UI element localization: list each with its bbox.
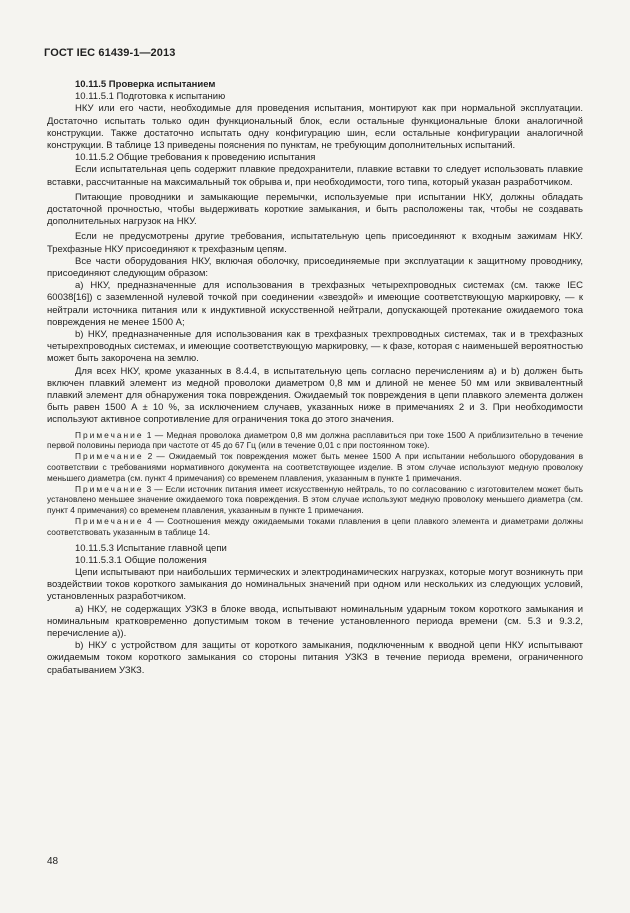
section-heading: 10.11.5 Проверка испытанием: [75, 79, 216, 90]
subsection-heading: 10.11.5.2 Общие требования к проведению испытания: [75, 152, 316, 164]
note-1: [47, 430, 583, 452]
notes-block: [47, 430, 583, 538]
list-item: b) НКУ с устройством для защиты от короткого замыкания, подключенным к вводной цепи НКУ испытывают ожидаемым током короткого замыкания со стороны питания УЗКЗ в течение периода времени, ограниченного срабатыванием УЗКЗ.: [47, 640, 583, 676]
note-label: Примечание: [75, 516, 144, 527]
paragraph: Если испытательная цепь содержит плавкие предохранители, плавкие вставки то следует использовать плавкие вставки, рассчитанные на максимальный ток обрыва и, при необходимости, того типа, который указан разработчиком.: [47, 164, 583, 188]
note-number: 3: [146, 483, 152, 494]
paragraph: Все части оборудования НКУ, включая оболочку, присоединяемые при эксплуатации к защитному проводнику, присоединяют следующим образом:: [47, 255, 583, 280]
paragraph: Если не предусмотрены другие требования, испытательную цепь присоединяют к входным зажимам НКУ. Трехфазные НКУ присоединяют к трехфазным цепям.: [47, 231, 583, 255]
subsection-heading: 10.11.5.3.1 Общие положения: [75, 554, 207, 566]
subsection-heading: 10.11.5.3 Испытание главной цепи: [75, 542, 227, 554]
list-item: b) НКУ, предназначенные для использования как в трехфазных трехпроводных системах, так и в трехфазных четырехпроводных системах, и имеющие соответствующую маркировку, — к фазе, которая с наименьшей вероятностью может быть закорочена на землю.: [47, 329, 583, 365]
paragraph: Цепи испытывают при наибольших термических и электродинамических нагрузках, которые могут возникнуть при воздействии токов короткого замыкания до номинальных значений при одном или нескольких из следующих условий, установленных разработчиком.: [47, 567, 583, 603]
note-label: Примечание: [75, 429, 144, 440]
subsection-heading: 10.11.5.1 Подготовка к испытанию: [75, 91, 226, 103]
list-item: а) НКУ, не содержащих УЗКЗ в блоке ввода, испытывают номинальным ударным током короткого замыкания и номинальным кратковременно допустимым током в течение установленного периода времени (см. 5.3 и 9.3.2, перечисление а)).: [47, 603, 583, 640]
page-number: 48: [47, 856, 59, 867]
note-number: 1: [146, 429, 152, 440]
note-text: — Если источник питания имеет искусственную нейтраль, то по согласованию с изготовителем может быть установлено меньшее значение ожидаемого тока повреждения. В этом случае используют медную проволоку меньшего диаметра (см. пункт 4 примечания) со временем плавления, указанным в пункте 1 примечания.: [47, 483, 584, 516]
note-text: — Медная проволока диаметром 0,8 мм должна расплавиться при токе 1500 А приблизительно в течение первой половины периода при частоте от 45 до 67 Гц (или в течение 0,01 с при постоянном токе).: [47, 429, 583, 451]
note-2: [47, 451, 583, 483]
note-number: 4: [147, 516, 152, 527]
note-text: — Соотношения между ожидаемыми токами плавления в цепи плавкого элемента и диаметрами должны соответствовать указанным в таблице 14.: [47, 516, 584, 537]
note-text: — Ожидаемый ток повреждения может быть менее 1500 А при испытании небольшого оборудования в соответствии с требованиями нормативного документа на соответствующее изделие. В этом случае используют медную проволоку меньшего диаметра (см. пункт 4 примечания) со временем плавления, указанным в пункте 1 примечания.: [47, 451, 584, 483]
note-4: [47, 516, 583, 538]
note-label: Примечание: [75, 451, 144, 462]
paragraph: Питающие проводники и замыкающие перемычки, используемые при испытании НКУ, должны обладать достаточной прочностью, чтобы выдерживать короткие замыкания, и быть расположены так, чтобы не создавать дополнительных нагрузок на НКУ.: [47, 191, 583, 228]
note-3: [47, 484, 583, 516]
paragraph: Для всех НКУ, кроме указанных в 8.4.4, в испытательную цепь согласно перечислениям а) и b) должен быть включен плавкий элемент из медной проволоки диаметром 0,8 мм и длиной не менее 50 мм или эквивалентный плавкий элемент для обнаружения тока повреждения. Ожидаемый ток повреждения в цепи плавкого элемента должен быть равен 1500 А ± 10 %, за исключением случаев, указанных ниже в примечаниях 2 и 3. При необходимости используют активное сопротивление для ограничения тока до этого значения.: [47, 365, 583, 426]
paragraph: НКУ или его части, необходимые для проведения испытания, монтируют как при нормальной эксплуатации. Достаточно испытать только один функциональный блок, если остальные функциональные блоки аналогичной конструкции. Также достаточно испытать одну конфигурацию шин, если остальные конфигурации аналогичной конструкции. В таблице 13 приведены пояснения по пунктам, не требующим дополнительных испытаний.: [47, 103, 583, 152]
note-number: 2: [147, 451, 153, 462]
document-header: ГОСТ IEC 61439-1—2013: [44, 47, 176, 59]
note-label: Примечание: [75, 483, 144, 494]
list-item: а) НКУ, предназначенные для использования в трехфазных четырехпроводных системах (см. также IEC 60038[16]) с заземленной нулевой точкой при соединении «звездой» и имеющие соответствующую маркировку, — к нейтрали источника питания или к индуктивной искусственной нейтрали, допускающей протекание ожидаемого тока повреждения не менее 1500 А;: [47, 280, 583, 328]
document-body: [47, 79, 583, 677]
